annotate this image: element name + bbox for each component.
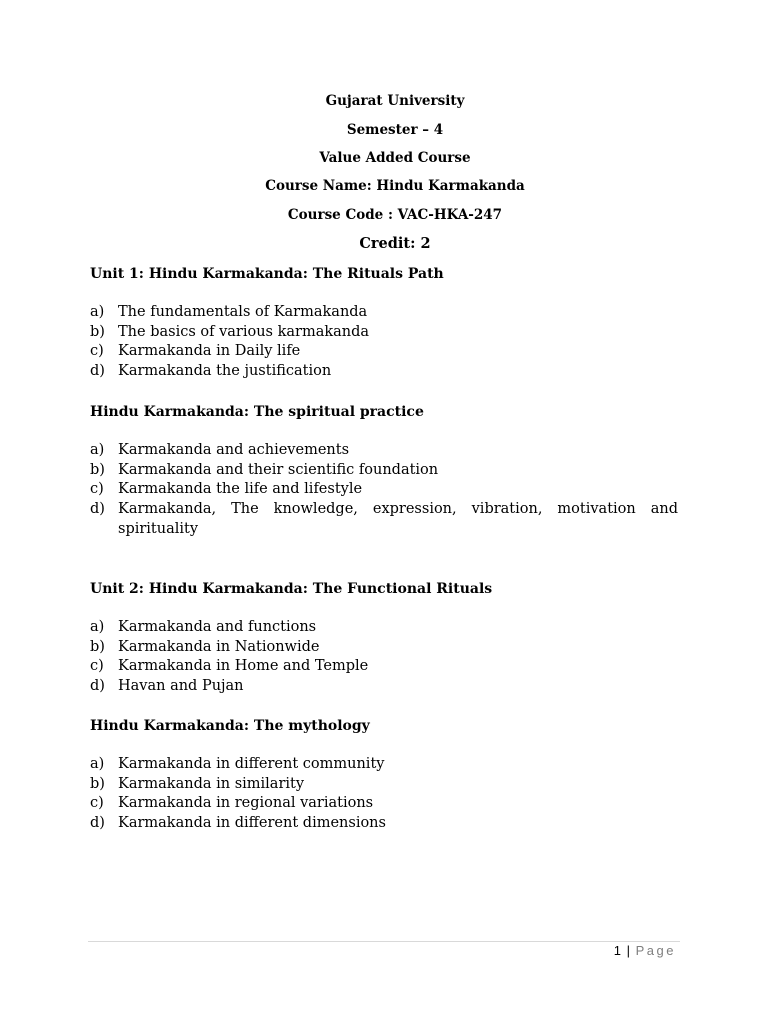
list-marker: d) [90,815,105,832]
list-item-text: Karmakanda in similarity [118,775,305,792]
list-item-text: Karmakanda in Daily life [118,343,301,360]
section-title-unit-2: Unit 2: Hindu Karmakanda: The Functional Rituals [90,581,493,597]
list-item-text: Karmakanda in different dimensions [118,815,386,832]
section-title-spiritual-practice: Hindu Karmakanda: The spiritual practice [90,404,424,420]
credit-label: Credit: 2 [359,235,431,252]
course-name: Course Name: Hindu Karmakanda [265,178,525,194]
list-marker: b) [90,461,105,478]
course-code: Course Code : VAC-HKA-247 [287,207,503,223]
list-item-text: Karmakanda, The knowledge, expression, vibration, motivation and spirituality [118,501,678,537]
course-type: Value Added Course [319,150,471,166]
list-item-text: Karmakanda in regional variations [118,795,374,812]
section-list-unit-1 [90,303,678,382]
list-item-text: Karmakanda the justification [118,363,332,380]
list-item-text: Karmakanda in Home and Temple [118,658,369,675]
list-item [90,814,678,834]
list-marker: a) [90,756,105,772]
list-marker: b) [90,775,105,792]
semester-label: Semester – 4 [346,122,444,138]
list-item [90,618,678,638]
list-item-text: Karmakanda and their scientific foundation [118,461,439,478]
list-item-text: Karmakanda and achievements [118,442,350,458]
list-item [90,755,678,775]
list-marker: c) [90,658,104,675]
list-item [90,323,678,343]
list-item-text: The basics of various karmakanda [118,323,370,340]
list-item-text: Karmakanda the life and lifestyle [118,481,363,498]
section-list-mythology [90,755,678,834]
section-list-unit-2 [90,618,678,697]
page-footer [614,943,676,958]
list-item-text: Havan and Pujan [118,678,244,695]
list-item-text: The fundamentals of Karmakanda [118,304,368,320]
list-marker: d) [90,678,105,695]
section-title-unit-1: Unit 1: Hindu Karmakanda: The Rituals Path [90,266,444,282]
list-item [90,362,678,382]
list-item [90,500,678,539]
list-item-text: Karmakanda in Nationwide [118,638,320,655]
list-marker: c) [90,481,104,498]
list-item [90,638,678,658]
list-marker: d) [90,501,105,518]
list-item-text: Karmakanda and functions [118,619,317,635]
list-item [90,303,678,323]
list-item-text: Karmakanda in different community [118,756,385,772]
list-item [90,342,678,362]
list-marker: a) [90,442,105,458]
page-label: Page [635,943,676,958]
section-title-mythology: Hindu Karmakanda: The mythology [90,718,370,734]
list-marker: c) [90,343,104,360]
footer-separator: | [626,943,630,958]
list-item [90,441,678,461]
list-item [90,677,678,697]
section-list-spiritual-practice [90,441,678,540]
list-item [90,794,678,814]
list-marker: d) [90,363,105,380]
page-number: 1 [613,943,621,958]
list-item [90,657,678,677]
list-item [90,461,678,481]
list-marker: a) [90,304,105,320]
list-marker: b) [90,323,105,340]
list-marker: a) [90,619,105,635]
list-marker: b) [90,638,105,655]
footer-divider [88,941,680,942]
list-item [90,480,678,500]
list-item [90,775,678,795]
university-name: Gujarat University [325,93,465,109]
list-marker: c) [90,795,104,812]
